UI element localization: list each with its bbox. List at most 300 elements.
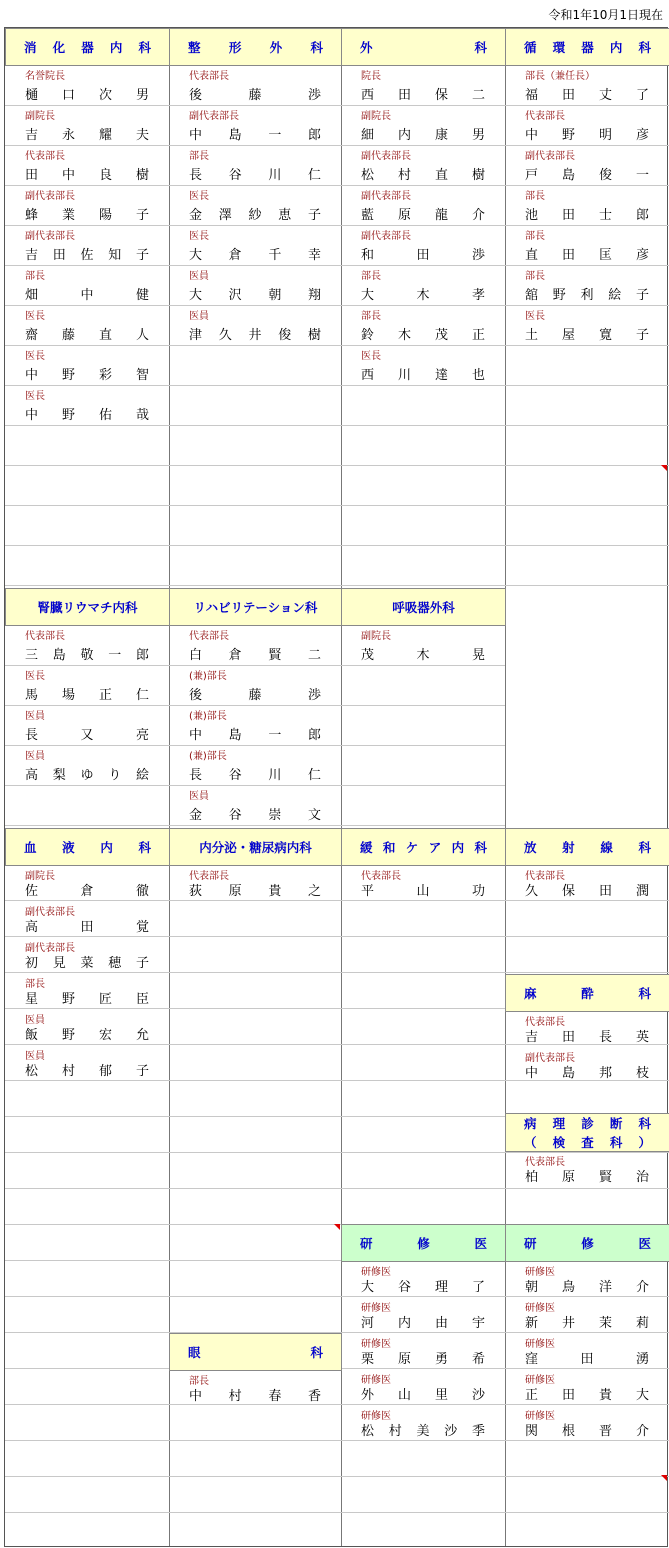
staff-entry [5,937,169,973]
row-divider [505,465,669,466]
row-divider [5,1332,169,1333]
staff-name: 窪田湧 [525,1352,649,1367]
department-header-gastro [5,28,170,66]
staff-title: 研修医 [361,1303,391,1314]
row-divider [341,705,505,706]
row-divider [5,1512,169,1513]
department-name: 眼科 [188,1345,323,1360]
staff-title: 代表部長 [189,871,229,882]
staff-title: 部長 [525,191,545,202]
staff-name: 中島一郎 [189,128,321,143]
staff-entry [169,65,341,105]
staff-title: 代表部長 [525,1157,565,1168]
staff-entry [5,145,169,185]
staff-title: 医長 [189,231,209,242]
row-divider [341,972,505,973]
staff-entry [169,305,341,345]
staff-entry [341,305,505,345]
staff-title: 研修医 [525,1411,555,1422]
staff-title: 研修医 [361,1375,391,1386]
row-divider [5,545,169,546]
staff-name: 長谷川仁 [189,168,321,183]
staff-name: 馬場正仁 [25,688,149,703]
row-divider [5,1476,169,1477]
staff-entry [505,305,669,345]
row-divider [169,1080,341,1081]
row-divider [341,825,505,826]
staff-title: 副院長 [25,871,55,882]
row-divider [341,425,505,426]
staff-title: (兼)部長 [189,751,227,762]
staff-name: 蜂業陽子 [25,208,149,223]
staff-name: 戸島俊一 [525,168,649,183]
row-divider [5,505,169,506]
staff-entry [5,901,169,937]
staff-name: 正田貴大 [525,1388,649,1403]
staff-title: 医員 [25,1015,45,1026]
row-divider [169,1440,341,1441]
staff-name: 中村春香 [189,1389,321,1404]
staff-name: 久保田潤 [525,884,649,899]
department-name: 循環器内科 [524,40,651,55]
row-divider [169,1296,341,1297]
staff-title: 部長 [361,311,381,322]
department-name: 血液内科 [24,840,151,855]
department-subname: （検査科） [524,1134,651,1150]
staff-name: 福田丈了 [525,88,649,103]
staff-title: 部長 [25,271,45,282]
staff-entry [341,145,505,185]
staff-title: 代表部長 [525,871,565,882]
staff-name: 朝鳥洋介 [525,1280,649,1295]
department-header-thoracic [341,588,506,626]
staff-name: 直田匡彦 [525,248,649,263]
staff-entry [505,1297,669,1333]
row-divider [341,585,505,586]
staff-entry [341,265,505,305]
row-divider [341,1008,505,1009]
staff-name: 高梨ゆり絵 [25,768,149,783]
staff-entry [169,625,341,665]
row-divider [341,1044,505,1045]
staff-name: 初見菜穂子 [25,956,149,971]
staff-entry [341,185,505,225]
staff-name: 後藤渉 [189,688,321,703]
row-divider [169,385,341,386]
staff-entry [5,185,169,225]
staff-name: 齋藤直人 [25,328,149,343]
row-divider [169,936,341,937]
staff-title: 医長 [525,311,545,322]
staff-title: 研修医 [525,1375,555,1386]
staff-name: 星野匠臣 [25,992,149,1007]
row-divider [169,545,341,546]
department-header-hema [5,828,170,866]
staff-name: 吉田長英 [525,1030,649,1045]
staff-name: 大谷理了 [361,1280,485,1295]
row-divider [5,1368,169,1369]
staff-entry [169,1370,341,1406]
staff-title: 名誉院長 [25,71,65,82]
staff-name: 新井茉莉 [525,1316,649,1331]
row-divider [169,425,341,426]
department-header-radiology [505,828,669,866]
staff-entry [505,1333,669,1369]
row-divider [341,1476,505,1477]
staff-name: 中島一郎 [189,728,321,743]
staff-name: 後藤渉 [189,88,321,103]
row-divider [5,1188,169,1189]
staff-entry [505,1047,669,1083]
staff-name: 飯野宏允 [25,1028,149,1043]
row-divider [169,1476,341,1477]
staff-title: 副代表部長 [361,191,411,202]
staff-title: 医長 [189,191,209,202]
staff-entry [505,1261,669,1297]
staff-name: 佐倉徹 [25,884,149,899]
row-divider [341,665,505,666]
row-divider [5,825,169,826]
row-divider [169,825,341,826]
staff-title: 研修医 [361,1411,391,1422]
staff-title: 医員 [189,791,209,802]
staff-title: 部長 [525,271,545,282]
staff-title: 副代表部長 [25,907,75,918]
department-header-rehab [169,588,342,626]
staff-title: 副院長 [361,631,391,642]
staff-name: 樋口次男 [25,88,149,103]
staff-name: 和田渉 [361,248,485,263]
staff-title: 研修医 [361,1339,391,1350]
staff-entry [5,225,169,265]
staff-title: 代表部長 [525,111,565,122]
staff-entry [169,105,341,145]
row-divider [169,1188,341,1189]
row-divider [341,545,505,546]
staff-entry [341,1405,505,1441]
row-divider [5,1440,169,1441]
staff-title: 医長 [25,311,45,322]
row-divider [341,1080,505,1081]
staff-entry [505,1151,669,1187]
row-divider [169,1260,341,1261]
staff-name: 茂木晃 [361,648,485,663]
row-divider [341,1116,505,1117]
staff-title: 医員 [25,1051,45,1062]
staff-title: 医員 [25,711,45,722]
staff-title: 副代表部長 [25,191,75,202]
staff-title: 部長 [525,231,545,242]
staff-name: 藍原龍介 [361,208,485,223]
department-header-nephro [5,588,170,626]
staff-name: 鈴木茂正 [361,328,485,343]
row-divider [5,1260,169,1261]
staff-entry [169,665,341,705]
staff-entry [5,265,169,305]
row-divider [505,972,669,973]
staff-entry [5,973,169,1009]
row-divider [5,1404,169,1405]
row-divider [169,1008,341,1009]
staff-entry [5,705,169,745]
staff-name: 中島邦枝 [525,1066,649,1081]
staff-title: 部長 [189,1376,209,1387]
staff-title: 副代表部長 [361,151,411,162]
department-header-resident1 [341,1224,506,1262]
department-name: 内分泌・糖尿病内科 [199,840,312,855]
staff-entry [505,145,669,185]
comment-marker-icon [334,1224,340,1230]
staff-entry [505,1405,669,1441]
staff-name: 大木孝 [361,288,485,303]
staff-name: 中野明彦 [525,128,649,143]
row-divider [505,1476,669,1477]
staff-title: 医員 [189,311,209,322]
staff-entry [505,265,669,305]
staff-name: 長又亮 [25,728,149,743]
staff-title: 研修医 [525,1339,555,1350]
department-name: 病理診断科 [524,1115,651,1131]
staff-title: 医長 [25,671,45,682]
department-header-resident2 [505,1224,669,1262]
staff-title: 代表部長 [25,631,65,642]
department-name: 外科 [360,40,487,55]
department-name: 研修医 [360,1236,487,1251]
department-header-endo [169,828,342,866]
staff-entry [5,625,169,665]
row-divider [341,465,505,466]
staff-title: 副院長 [25,111,55,122]
staff-entry [169,865,341,901]
staff-title: 代表部長 [25,151,65,162]
staff-title: 副代表部長 [189,111,239,122]
staff-name: 中野佑哉 [25,408,149,423]
row-divider [505,385,669,386]
row-divider [5,1116,169,1117]
staff-title: 医員 [25,751,45,762]
department-name: 研修医 [524,1236,651,1251]
department-header-anesthesia [505,974,669,1012]
row-divider [169,505,341,506]
staff-entry [169,225,341,265]
row-divider [505,545,669,546]
row-divider [5,425,169,426]
staff-name: 西川達也 [361,368,485,383]
staff-name: 松村郁子 [25,1064,149,1079]
staff-entry [341,1369,505,1405]
staff-name: 関根晋介 [525,1424,649,1439]
department-name: 緩和ケア内科 [360,840,487,855]
staff-title: (兼)部長 [189,711,227,722]
staff-name: 白倉賢二 [189,648,321,663]
staff-title: 副代表部長 [25,943,75,954]
row-divider [169,1044,341,1045]
staff-title: 代表部長 [189,71,229,82]
row-divider [5,1152,169,1153]
staff-table [4,27,668,1547]
staff-name: 松村直樹 [361,168,485,183]
staff-title: 医員 [189,271,209,282]
staff-entry [341,65,505,105]
staff-title: 研修医 [525,1303,555,1314]
department-name: 整形外科 [188,40,323,55]
comment-marker-icon [661,465,667,471]
staff-title: 研修医 [361,1267,391,1278]
department-header-ortho [169,28,342,66]
staff-entry [5,865,169,901]
staff-title: 副代表部長 [525,1053,575,1064]
row-divider [5,1296,169,1297]
staff-title: 副院長 [361,111,391,122]
staff-title: 医長 [25,391,45,402]
staff-name: 中野彩智 [25,368,149,383]
row-divider [505,1512,669,1513]
row-divider [341,1188,505,1189]
staff-title: 医長 [361,351,381,362]
staff-entry [169,145,341,185]
staff-entry [169,265,341,305]
staff-name: 金澤紗恵子 [189,208,321,223]
staff-name: 三島敬一郎 [25,648,149,663]
staff-entry [505,105,669,145]
row-divider [169,345,341,346]
staff-entry [341,1261,505,1297]
staff-entry [505,1011,669,1047]
staff-title: 代表部長 [189,631,229,642]
staff-title: 部長 [25,979,45,990]
staff-title: 部長 [361,271,381,282]
staff-entry [5,345,169,385]
department-header-surgery [341,28,506,66]
staff-name: 河内由宇 [361,1316,485,1331]
staff-entry [341,1333,505,1369]
staff-entry [341,865,505,901]
row-divider [505,585,669,586]
staff-entry [341,345,505,385]
department-name: 呼吸器外科 [392,600,455,615]
staff-entry [169,185,341,225]
department-name: 消化器内科 [24,40,151,55]
staff-title: 副代表部長 [25,231,75,242]
row-divider [341,1152,505,1153]
staff-title: 医長 [25,351,45,362]
row-divider [169,585,341,586]
staff-entry [505,65,669,105]
staff-entry [5,1045,169,1081]
row-divider [505,1188,669,1189]
staff-entry [5,385,169,425]
date-label: 令和1年10月1日現在 [548,8,663,22]
staff-entry [169,745,341,785]
staff-entry [505,185,669,225]
staff-title: (兼)部長 [189,671,227,682]
staff-name: 津久井俊樹 [189,328,321,343]
staff-entry [505,865,669,901]
row-divider [341,785,505,786]
row-divider [5,1224,169,1225]
row-divider [169,1512,341,1513]
department-name: リハビリテーション科 [193,600,318,615]
staff-title: 部長 [189,151,209,162]
staff-entry [341,625,505,665]
staff-name: 池田士郎 [525,208,649,223]
row-divider [5,465,169,466]
row-divider [505,936,669,937]
staff-name: 平山功 [361,884,485,899]
row-divider [341,936,505,937]
row-divider [341,385,505,386]
department-header-pathology [505,1113,669,1152]
staff-title: 研修医 [525,1267,555,1278]
row-divider [5,585,169,586]
staff-name: 松村美沙季 [361,1424,485,1439]
staff-entry [169,705,341,745]
row-divider [5,785,169,786]
staff-name: 田中良樹 [25,168,149,183]
row-divider [169,465,341,466]
row-divider [505,425,669,426]
staff-entry [5,65,169,105]
staff-title: 部長（兼任長） [525,71,595,82]
staff-name: 金谷崇文 [189,808,321,823]
department-header-eye [169,1333,342,1371]
row-divider [341,1512,505,1513]
staff-name: 舘野利絵子 [525,288,649,303]
staff-entry [5,665,169,705]
staff-title: 副代表部長 [361,231,411,242]
row-divider [341,505,505,506]
department-name: 麻酔科 [524,986,651,1001]
staff-entry [505,1369,669,1405]
staff-entry [341,1297,505,1333]
staff-name: 畑中健 [25,288,149,303]
row-divider [169,972,341,973]
staff-name: 長谷川仁 [189,768,321,783]
row-divider [169,1224,341,1225]
staff-entry [5,745,169,785]
staff-name: 栗原勇希 [361,1352,485,1367]
staff-name: 大沢朝翔 [189,288,321,303]
staff-title: 院長 [361,71,381,82]
comment-marker-icon [661,1475,667,1481]
row-divider [169,1152,341,1153]
staff-name: 土屋寛子 [525,328,649,343]
department-header-cardio [505,28,669,66]
staff-name: 柏原賢治 [525,1170,649,1185]
row-divider [341,745,505,746]
staff-name: 細内康男 [361,128,485,143]
staff-title: 副代表部長 [525,151,575,162]
staff-name: 外山里沙 [361,1388,485,1403]
staff-name: 吉田佐知子 [25,248,149,263]
staff-title: 代表部長 [361,871,401,882]
staff-entry [341,225,505,265]
staff-name: 高田覚 [25,920,149,935]
staff-entry [5,105,169,145]
staff-entry [5,305,169,345]
staff-entry [5,1009,169,1045]
staff-title: 代表部長 [525,1017,565,1028]
staff-name: 荻原貴之 [189,884,321,899]
row-divider [505,345,669,346]
department-name: 放射線科 [524,840,651,855]
row-divider [169,1116,341,1117]
staff-entry [341,105,505,145]
staff-entry [505,225,669,265]
staff-entry [169,785,341,825]
department-name: 腎臓リウマチ内科 [37,600,138,615]
staff-name: 吉永耀夫 [25,128,149,143]
